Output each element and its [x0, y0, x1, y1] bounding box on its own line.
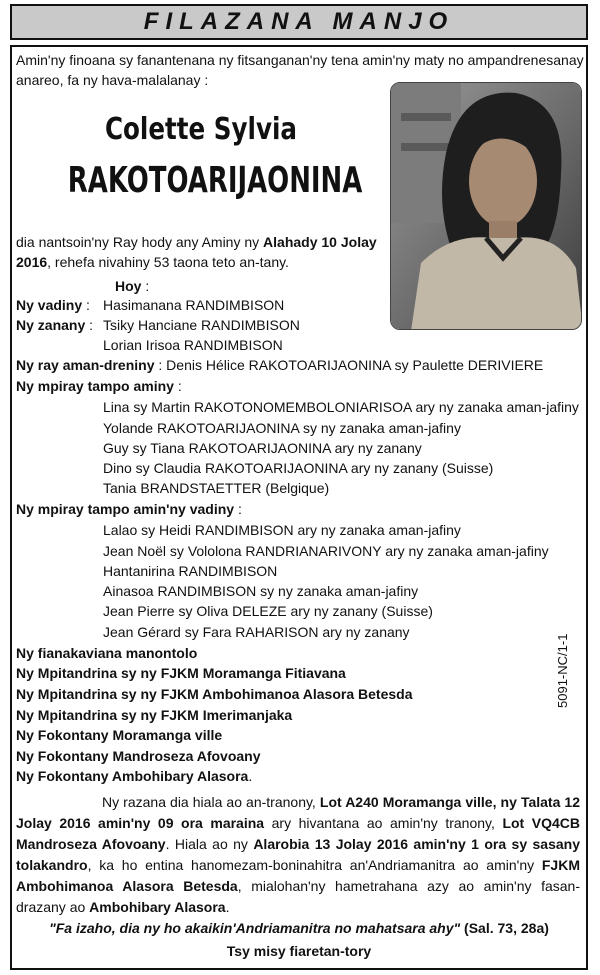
siblings-label-line: [16, 376, 182, 396]
other-mourner: Ny Mpitandrina sy ny FJKM Moramanga Fitiavana: [16, 665, 346, 681]
other-mourner: Ny Mpitandrina sy ny FJKM Imerimanjaka: [16, 707, 293, 723]
zanany-sep: :: [85, 317, 94, 333]
reference-code: 5091-NC/1-1: [555, 633, 570, 708]
siblings-label: Ny mpiray tampo aminy: [16, 378, 174, 394]
funeral-arrangements: [16, 792, 580, 918]
deceased-surname: RAKOTOARIJAONINA: [67, 160, 363, 201]
inlaw-sibling-entry: Lalao sy Heidi RANDIMBISON ary ny zanaka aman-jafiny: [103, 522, 461, 538]
burial-text: , mialohan'ny hametrahana azy ao amin'ny fasan-drazany ao: [16, 878, 580, 915]
inlaw-siblings-sep: :: [234, 501, 242, 517]
vady-name: Hasimanana RANDIMBISON: [103, 297, 285, 313]
inlaw-sibling-entry: Hantanirina RANDIMBISON: [103, 563, 278, 579]
burial-text: ary hivantana ao amin'ny tranony,: [264, 815, 503, 831]
other-mourner: Ny Mpitandrina sy ny FJKM Ambohimanoa Alasora Betesda: [16, 686, 413, 702]
sibling-entry: Tania BRANDSTAETTER (Belgique): [103, 480, 330, 496]
other-mourner: Ny fianakaviana manontolo: [16, 645, 198, 661]
hoy-line: [115, 276, 149, 296]
sibling-entry: Lina sy Martin RAKOTONOMEMBOLONIARISOA ary ny zanaka aman-jafiny: [103, 399, 579, 415]
header-banner: [10, 4, 588, 40]
inlaw-sibling-entry: Jean Pierre sy Oliva DELEZE ary ny zanany (Suisse): [103, 603, 433, 619]
inlaw-sibling-entry: Jean Noël sy Vololona RANDRIANARIVONY ary ny zanaka aman-jafiny: [103, 543, 549, 559]
portrait-photo: [390, 82, 582, 330]
list-end-period: .: [248, 768, 253, 784]
inlaw-sibling-entry: Jean Gérard sy Fara RAHARISON ary ny zanany: [103, 624, 410, 640]
burial-church: FJKM Ambohimanoa Alasora Betesda: [16, 857, 580, 894]
death-suffix: , rehefa nivahiny 53 taona teto an-tany.: [47, 254, 289, 270]
vady-sep: :: [82, 297, 90, 313]
sibling-entry: Yolande RAKOTOARIJAONINA sy ny zanaka aman-jafiny: [103, 420, 461, 436]
parents-label: Ny ray aman-dreniny: [16, 357, 155, 373]
portrait-image: [391, 83, 582, 330]
burial-departure: Lot A240 Moramanga ville, ny Talata 12 Jolay 2016 amin'ny 09 ora maraina: [16, 794, 580, 831]
hoy-label: Hoy: [115, 278, 142, 294]
vady-label: Ny vadiny: [16, 297, 83, 313]
header-title: FILAZANA MANJO: [143, 8, 455, 35]
vady-label-line: [16, 295, 90, 315]
siblings-sep: :: [173, 378, 182, 394]
death-date: Alahady 10 Jolay 2016: [16, 234, 377, 270]
burial-text: Ny razana dia hiala ao an-tranony,: [102, 794, 320, 810]
closing-note: Tsy misy fiaretan-tory: [226, 943, 372, 959]
deceased-first-names: Colette Sylvia: [104, 112, 298, 147]
other-mourner: Ny Fokontany Ambohibary Alasora: [16, 768, 249, 784]
zanany-name: Tsiky Hanciane RANDIMBISON: [103, 317, 300, 333]
zanany-label: Ny zanany: [16, 317, 86, 333]
parents-value: : Denis Hélice RAKOTOARIJAONINA sy Paulette DERIVIERE: [154, 357, 544, 373]
other-mourner: Ny Fokontany Mandroseza Afovoany: [16, 748, 261, 764]
inlaw-siblings-label: Ny mpiray tampo amin'ny vadiny: [16, 501, 235, 517]
sibling-entry: Dino sy Claudia RAKOTOARIJAONINA ary ny zanany (Suisse): [103, 460, 494, 476]
parents-line: [16, 355, 543, 375]
inlaw-sibling-entry: Ainasoa RANDIMBISON sy ny zanaka aman-jafiny: [103, 583, 419, 599]
other-mourner: Ny Fokontany Moramanga ville: [16, 727, 223, 743]
inlaw-siblings-label-line: [16, 499, 242, 519]
zanany-label-line: [16, 315, 93, 335]
other-mourner-last: [16, 766, 252, 786]
sibling-entry: Guy sy Tiana RAKOTOARIJAONINA ary ny zanany: [103, 440, 422, 456]
burial-arrival: Lot VQ4CB Mandroseza Afovoany: [16, 815, 580, 852]
quote-reference: (Sal. 73, 28a): [460, 920, 549, 936]
burial-text: . Hiala ao ny: [165, 836, 254, 852]
zanany-name: Lorian Irisoa RANDIMBISON: [103, 337, 283, 353]
burial-service-time: Alarobia 13 Jolay 2016 amin'ny 1 ora sy sasany tolakandro: [16, 836, 580, 873]
burial-tomb-location: Ambohibary Alasora: [89, 899, 226, 915]
hoy-colon: :: [141, 278, 150, 294]
burial-text: .: [225, 899, 230, 915]
quote-text: "Fa izaho, dia ny ho akaikin'Andriamanitra no mahatsara ahy": [49, 920, 461, 936]
death-prefix: dia nantsoin'ny Ray hody any Aminy ny: [16, 234, 264, 250]
intro-text: Amin'ny finoana sy fanantenana ny fitsanganan'ny tena amin'ny maty no ampandrenesanay anareo, fa ny hava-malalanay :: [16, 52, 584, 88]
death-notice: [16, 232, 386, 272]
burial-text: , ka ho entina hanomezam-boninahitra an'Andriamanitra ao amin'ny: [87, 857, 542, 873]
scripture-quote: [10, 920, 588, 936]
